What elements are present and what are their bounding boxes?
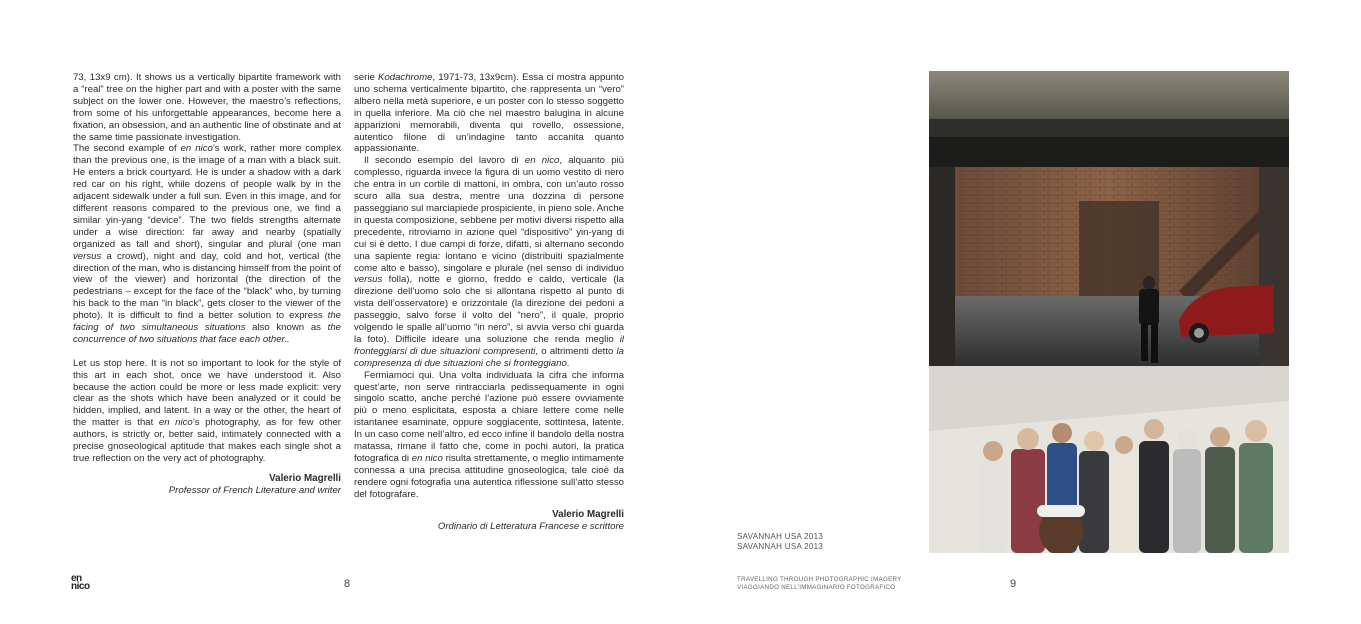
author-name: Valerio Magrelli <box>269 472 341 484</box>
paragraph: Let us stop here. It is not so important to look for the style of this art in each shot, once we have understood it. Also because the action could be more or less made explicit: very clear as the shots which have been analyzed or it could be hidden, implied, and latent. In a way or the other, the heart of the matter is that en nico’s photography, as for few other authors, is strictly or, better said, intimately connected with a precise gnoseological aptitude that makes each single shot a true reflection on the very act of photography. <box>73 357 341 464</box>
paragraph: The second example of en nico’s work, rather more complex than the previous one, is the image of a man with a black suit. He enters a brick courtyard. He is under a shadow with a dark red car on his right, while dozens of people walk by in the adjacent sidewalk under a full sun. Even in this image, and for different reasons compared to the previous one, we find a similar yin-yang “device”. The two fields strengths alternate under a wise direction: far away and nearby (spatially organized as tall and short), singular and plural (one man versus a crowd), night and day, cold and hot, vertical (the direction of the man, who is distancing himself from the point of view of the viewer) and horizontal (the direction of the pedestrians – except for the face of the “black” who, by turning his back to the man “in black”, gets closer to the viewer of the photo). It is difficult to find a better solution to express the facing of two simultaneous situations also known as the concurrence of two situations that face each other.. <box>73 143 341 345</box>
english-text-column <box>73 72 341 497</box>
publisher-logo: en nico <box>71 573 90 592</box>
signature <box>73 473 341 497</box>
book-title-footer: TRAVELLING THROUGH PHOTOGRAPHIC IMAGERY VIAGGIANDO NELL’IMMAGINARIO FOTOGRAFICO <box>737 576 902 591</box>
courtyard-photo-illustration <box>929 71 1289 553</box>
paragraph: 73, 13x9 cm). It shows us a vertically bipartite framework with a “real” tree on the higher part and with a poster with the same subject on the lower one. However, the maestro’s reflections, from some of his unforgettable appearances, become here a fixation, an obsession, and an authentic line of obstinate and at the same time passionate investigation. <box>73 72 341 143</box>
italian-text-column <box>354 72 624 533</box>
signature <box>354 509 624 533</box>
author-name: Valerio Magrelli <box>552 508 624 520</box>
paragraph: Fermiamoci qui. Una volta individuata la cifra che informa quest’arte, non serve rintracciarla pedissequamente in ogni singolo scatto, anche perché l’azione può essere ovviamente più o meno esplicitata, esposta a chiare lettere come nelle istantanee esaminate, oppure soggiacente, sottintesa, latente. In un caso come nell’altro, ed ecco infine il bandolo della nostra matassa, rimane il fatto che, come in pochi autori, la pratica fotografica di en nico risulta strettamente, o meglio intimamente connessa a una precisa attitudine gnoseologica, tale cioè da rendere ogni fotografia una autentica riflessione sull’atto stesso del fotografare. <box>354 369 625 500</box>
page-number-left: 8 <box>344 578 351 590</box>
paragraph: serie Kodachrome, 1971-73, 13x9cm). Essa ci mostra appunto uno schema verticalmente bipartito, che rappresenta un “vero” albero nella metà superiore, e un poster con lo stesso soggetto in quella inferiore. Ma ciò che nel maestro balugina in alcune apparizioni memorabili, diventa qui rovello, ossessione, autentico filone di un’indagine tanto accanita quanto appassionante. <box>354 72 624 155</box>
author-role: Professor of French Literature and writer <box>168 484 341 496</box>
photo-caption: SAVANNAH USA 2013 SAVANNAH USA 2013 <box>737 532 824 551</box>
author-role: Ordinario di Letteratura Francese e scrittore <box>437 520 624 532</box>
paragraph: Il secondo esempio del lavoro di en nico, alquanto più complesso, riguarda invece la figura di un uomo vestito di nero che entra in un cortile di mattoni, in ombra, con un’auto rosso scuro alla sua destra, mentre una dozzina di persone passeggiano sul marciapiede prospiciente, in pieno sole. Anche in questa composizione, sebbene per motivi diversi rispetto alla precedente, ritroviamo in azione quel “dispositivo” yin-yang di cui si è detto. I due campi di forze, difatti, si alternano secondo una sapiente regia: lontano e vicino (distribuiti spazialmente come alto e basso), singolare e plurale (nel senso di individuo versus folla), notte e giorno, freddo e caldo, verticale (la direzione dell’uomo solo che si allontana rispetto al punto di vista dell’osservatore) e orizzontale (la direzione dei pedoni a passeggio, salvo forse il volto del “nero”, il quale, proprio volgendo le spalle all’uomo “in nero”, si avvia verso chi guarda la foto). Difficile ideare una soluzione che renda meglio il fronteggiarsi di due situazioni compresenti, o altrimenti detto la compresenza di due situazioni che si fronteggiano. <box>354 155 625 369</box>
page-number-right: 9 <box>1010 578 1017 590</box>
photograph <box>929 71 1289 553</box>
